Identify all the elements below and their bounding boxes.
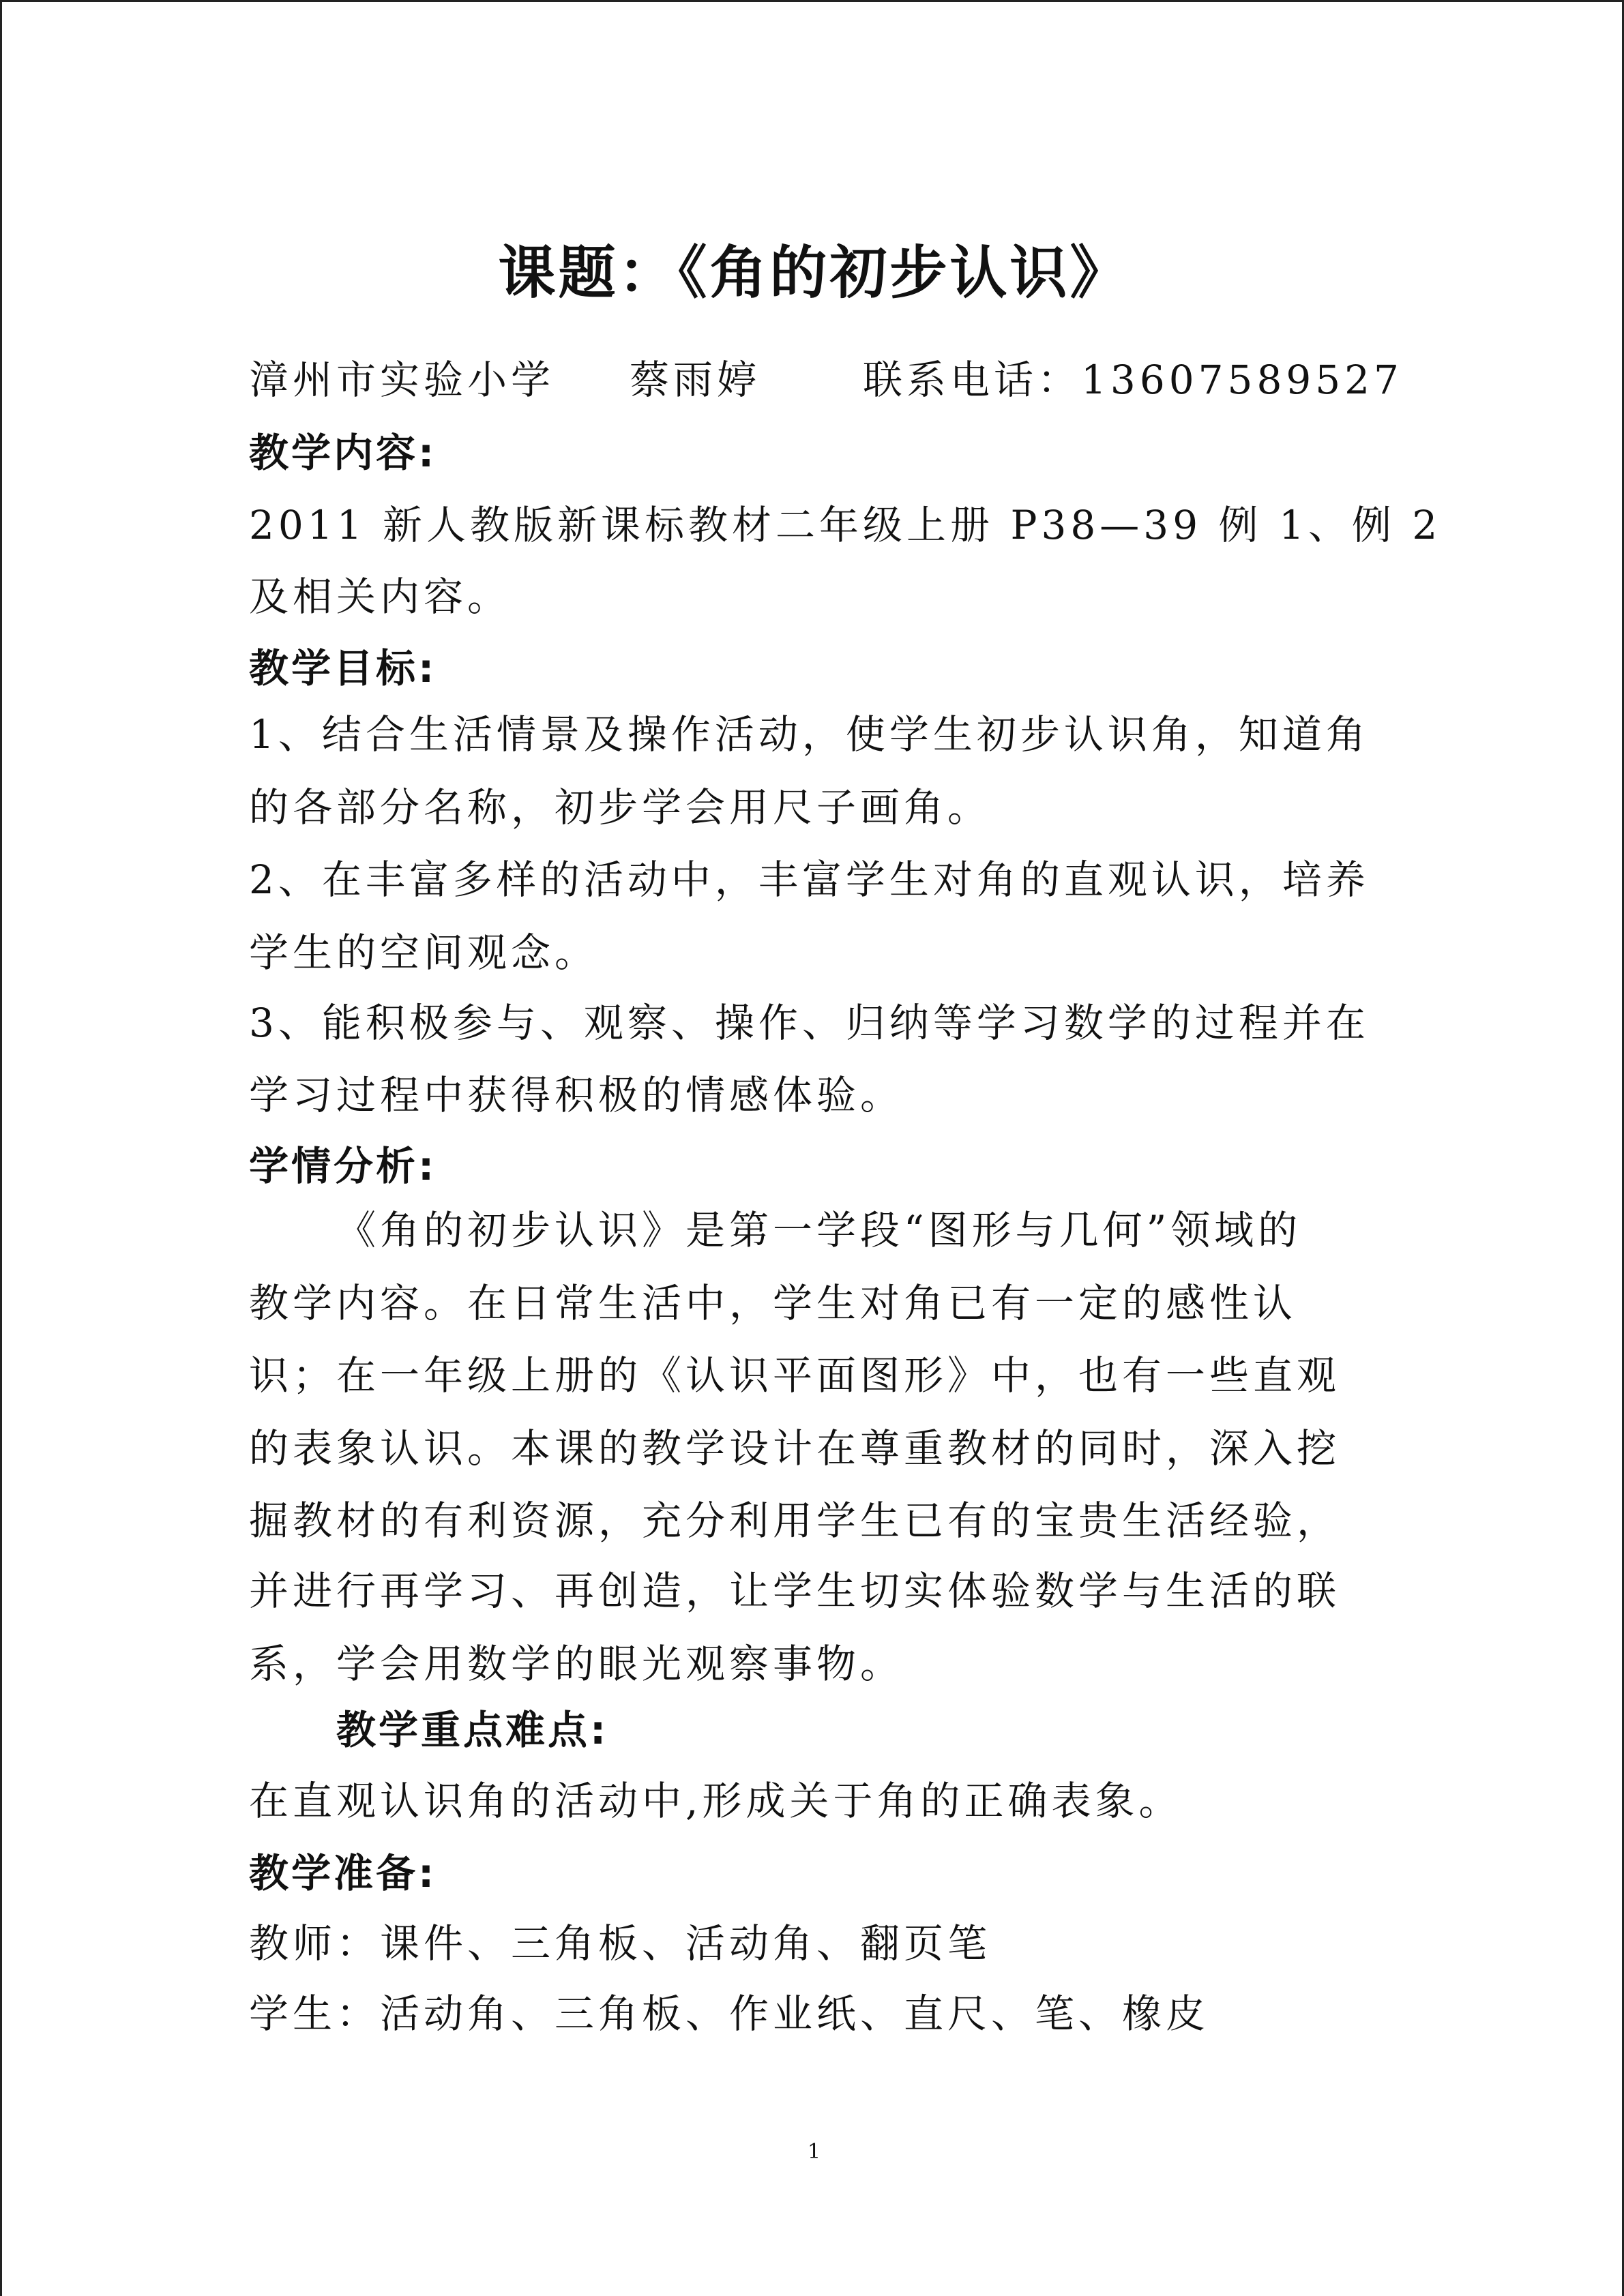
page-title: 课题：《角的初步认识》 xyxy=(498,239,1130,306)
goals-heading: 教学目标: xyxy=(249,645,437,691)
analysis-line: 识；在一年级上册的《认识平面图形》中，也有一些直观 xyxy=(249,1352,1341,1399)
author-info xyxy=(249,357,1403,403)
analysis-line: 系，学会用数学的眼光观察事物。 xyxy=(249,1641,904,1687)
analysis-heading: 学情分析: xyxy=(249,1143,437,1189)
keypoints-heading: 教学重点难点: xyxy=(336,1707,609,1753)
goal-line: 的各部分名称，初步学会用尺子画角。 xyxy=(249,784,992,831)
goal-line: 2、在丰富多样的活动中，丰富学生对角的直观认识，培养 xyxy=(249,856,1370,903)
prep-teacher-line: 教师：课件、三角板、活动角、翻页笔 xyxy=(249,1920,992,1967)
content-line: 及相关内容。 xyxy=(249,573,512,620)
goal-line: 学习过程中获得积极的情感体验。 xyxy=(249,1072,904,1118)
goal-line: 3、能积极参与、观察、操作、归纳等学习数学的过程并在 xyxy=(249,1000,1370,1046)
prep-student-line: 学生：活动角、三角板、作业纸、直尺、笔、橡皮 xyxy=(249,1991,1210,2037)
contact-phone: 联系电话：13607589527 xyxy=(863,357,1403,403)
analysis-line: 的表象认识。本课的教学设计在尊重教材的同时，深入挖 xyxy=(249,1425,1341,1472)
page-number: 1 xyxy=(807,2140,821,2164)
school-name: 漳州市实验小学 xyxy=(249,357,555,403)
keypoints-line: 在直观认识角的活动中,形成关于角的正确表象。 xyxy=(249,1778,1183,1824)
analysis-line: 教学内容。在日常生活中，学生对角已有一定的感性认 xyxy=(249,1280,1297,1326)
analysis-line: 并进行再学习、再创造，让学生切实体验数学与生活的联 xyxy=(249,1568,1341,1614)
content-line: 2011 新人教版新课标教材二年级上册 P38—39 例 1、例 2 xyxy=(249,502,1442,548)
goal-line: 1、结合生活情景及操作活动，使学生初步认识角，知道角 xyxy=(249,711,1370,758)
content-heading: 教学内容: xyxy=(249,430,437,476)
author-name: 蔡雨婷 xyxy=(630,357,761,403)
analysis-line: 《角的初步认识》是第一学段“图形与几何”领域的 xyxy=(336,1207,1302,1253)
goal-line: 学生的空间观念。 xyxy=(249,929,599,976)
prep-heading: 教学准备: xyxy=(249,1850,437,1896)
analysis-line: 掘教材的有利资源，充分利用学生已有的宝贵生活经验， xyxy=(249,1497,1341,1544)
